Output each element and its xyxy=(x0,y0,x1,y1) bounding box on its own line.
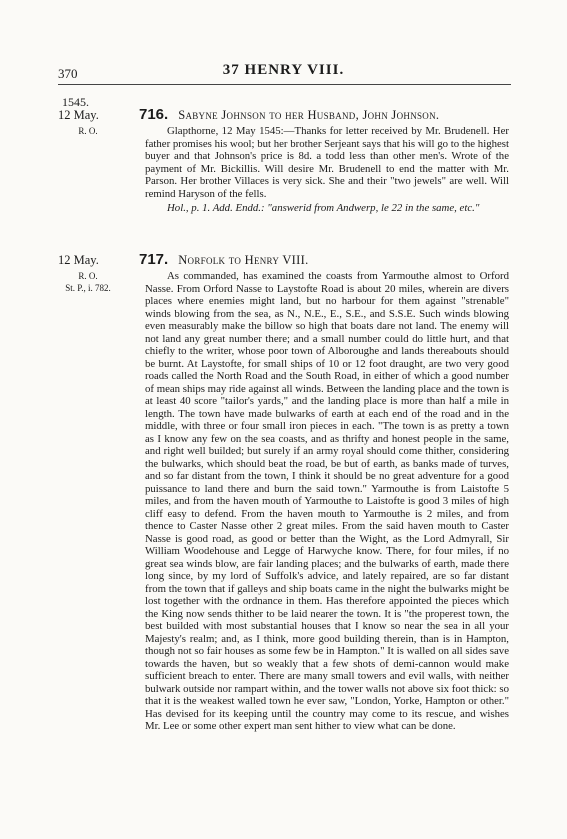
entry-717-date: 12 May. xyxy=(58,253,99,267)
entry-716-number: 716. xyxy=(139,106,169,123)
header-rule xyxy=(58,84,511,85)
entry-717-number: 717. xyxy=(139,251,169,268)
year-label: 1545. xyxy=(62,95,89,109)
entry-717-heading xyxy=(139,251,309,268)
entry-716-date: 12 May. xyxy=(58,108,99,122)
entry-717-source: R. O. xyxy=(78,271,98,281)
entry-716-body xyxy=(145,125,509,214)
entry-716-source: R. O. xyxy=(78,126,98,136)
entry-716-reference: Hol., p. 1. Add. Endd.: "answerid from Andwerp, le 22 in the same, etc." xyxy=(167,201,480,214)
entry-717-body: As commanded, has examined the coasts from Yarmouthe almost to Orford Nasse. From Orford Nasse to Laystofte Road is about 20 miles, wherein are divers places where enemies might land, but no harbour for them against "strenable" winds blowing from the sea, as N., N.E., E., S.E., and S.S.E. Such winds blowing even measurably make the billow so high that boats dare not land. The enemy will not land any great number there; and a small number could do little hurt, and that chiefly to the writer, whose poor town of Alboroughe and lands thereabouts should be burnt. At Laystofte, for small ships of 10 or 12 foot draught, are two very good roads called the North Road and the South Road, in either of which a good number of mean ships may ride against all winds. Between the landing place and the town is at least 40 score "tailor's yards," and the landing place is more than half a mile in length. The town have made bulwarks of earth at each end of the road and in the middle, with three or four small iron pieces in each. "The town is as pretty a town as I know any few on the sea coasts, and as thrifty and honest people in the same, and right well builded; but surely if an army royal should come thither, considering the bulwarks, which should beat the road, be but of earth, as banks made of turves, and so far distant from the town, I think it should be no great adventure for a good puissance to land there and burn the said town." Yarmouthe is from Laistofte 5 miles, and from the haven mouth of Yarmouthe to Laistofte is good 3 miles of high cliff easy to defend. From the haven mouth to Yarmouthe is 2 miles, and from thence to Caster Nasse other 2 great miles. From the said haven mouth to Caster Nasse is good road, as good or better than the Wight, as the Lord Admyrall, Sir William Woodehouse and Legge of Harwyche know. There, for four miles, if no great sea winds blow, are fair landing places; and the bulwarks of earth, made there long since, by my lord of Suffolk's advice, and lately repaired, are so far distant from the town that if galleys and ship boats came in the night the bulwarks might be lost together with the ordnance in them. Has therefore appointed the pieces which the King now sends thither to be laid nearer the town. It is "the properest town, the best builded with most substantial houses that I know so near the sea in all your Majesty's realm; and, as I think, more good building therein, than is in Hampton, though not so fair houses as some few be in Hampton." It is walled on all sides save towards the haven, but so weakly that a few shots of demi-cannon would make sufficient breach to enter. There are many small towers and evil walls, with neither bulwark outside nor rampart within, and the tower walls not above six foot thick: so that it is the weakest walled town he ever saw, "London, Yorke, Hampton or other." Has devised for its keeping until the country may come to its rescue, and wishes Mr. Lee or some other expert man sent hither to view what can be done. xyxy=(145,270,510,732)
entry-717-source-2: St. P., i. 782. xyxy=(65,283,111,293)
entry-716-title: Sabyne Johnson to her Husband, John Johnson. xyxy=(178,108,440,122)
entry-716-heading xyxy=(139,106,439,123)
entry-717-title: Norfolk to Henry VIII. xyxy=(178,253,309,267)
entry-716-text: Glapthorne, 12 May 1545:—Thanks for letter received by Mr. Brudenell. Her father promises his wool; but her brother Serjeant says that his will go to the highest buyer and that Johnson's price is 8d. a todd less than other men's. Wrote of the payment of Mr. Bickillis. Will desire Mr. Brudenell to end the matter with Mr. Parson. Her brother Villaces is very sick. She and their "two jewels" are well. Will remind Haryson of the fells. xyxy=(145,125,509,200)
running-title: 37 HENRY VIII. xyxy=(222,62,345,78)
page-number: 370 xyxy=(58,66,78,81)
